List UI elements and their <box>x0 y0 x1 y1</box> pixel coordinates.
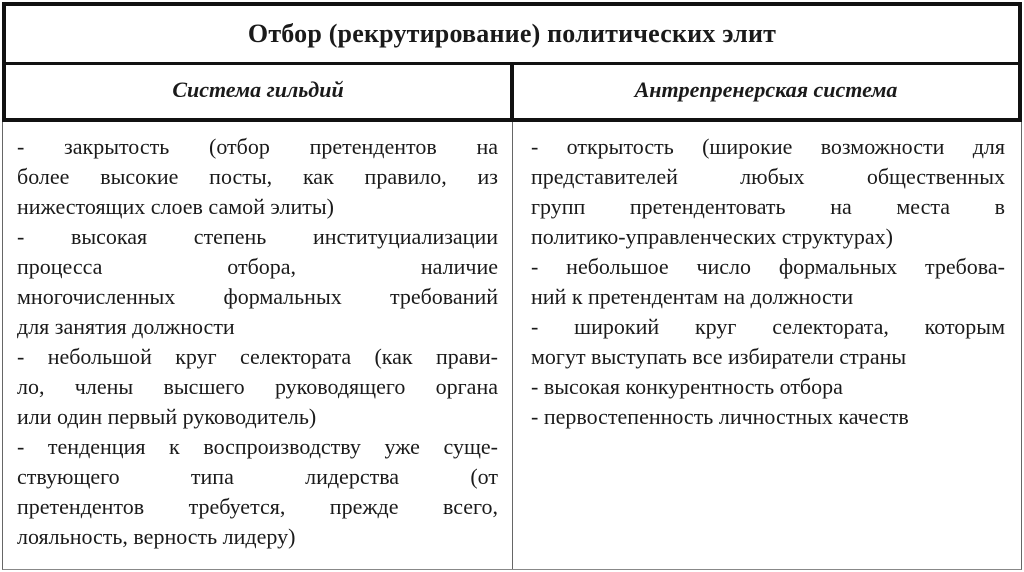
text-line: многочисленных формальных требований <box>17 284 498 309</box>
text-line: нижестоящих слоев самой элиты) <box>17 194 334 219</box>
text-line: политико-управленческих структурах) <box>531 224 893 249</box>
text-line: - открытость (широкие возможности для <box>531 134 1005 159</box>
text-line: ний к претендентам на должности <box>531 284 854 309</box>
text-line: более высокие посты, как правило, из <box>17 164 498 189</box>
text-line: групп претендентовать на места в <box>531 194 1005 219</box>
text-line: для занятия должности <box>17 314 235 339</box>
entrepreneurial-system-cell <box>513 122 1021 569</box>
text-line: могут выступать все избиратели страны <box>531 344 907 369</box>
text-line: - небольшой круг селектората (как прави- <box>17 344 498 369</box>
text-line: - высокая конкурентность отбора <box>531 374 843 399</box>
text-line: процесса отбора, наличие <box>17 254 498 279</box>
column-header-guild-system: Система гильдий <box>6 62 514 118</box>
text-line: - тенденция к воспроизводству уже суще- <box>17 434 498 459</box>
table-body-row <box>2 122 1022 570</box>
text-line: ло, члены высшего руководящего органа <box>17 374 498 399</box>
text-line: ствующего типа лидерства (от <box>17 464 498 489</box>
text-line: лояльность, верность лидеру) <box>17 524 296 549</box>
column-header-entrepreneurial-system: Антрепренерская система <box>634 77 898 102</box>
text-line: - высокая степень институциализации <box>17 224 498 249</box>
column-header-row <box>2 62 1022 122</box>
text-line: представителей любых общественных <box>531 164 1005 189</box>
text-line: претендентов требуется, прежде всего, <box>17 494 498 519</box>
text-line: - небольшое число формальных требова- <box>531 254 1005 279</box>
text-line: - первостепенность личностных качеств <box>531 404 909 429</box>
text-line: - широкий круг селектората, которым <box>531 314 1005 339</box>
guild-system-cell <box>3 122 513 569</box>
table-title: Отбор (рекрутирование) политических элит <box>2 2 1022 65</box>
text-line: или один первый руководитель) <box>17 404 317 429</box>
text-line: - закрытость (отбор претендентов на <box>17 134 498 159</box>
recruitment-table <box>2 2 1022 570</box>
